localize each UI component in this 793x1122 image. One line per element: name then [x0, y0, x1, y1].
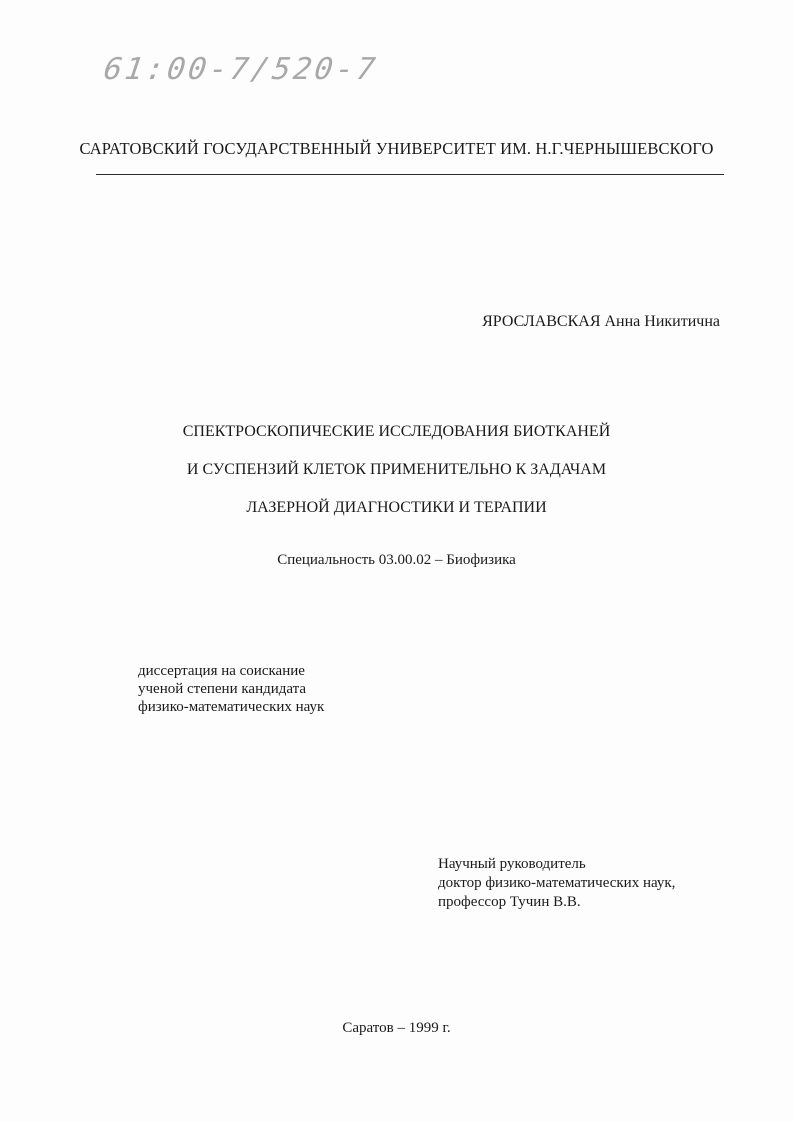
title-line: И СУСПЕНЗИЙ КЛЕТОК ПРИМЕНИТЕЛЬНО К ЗАДАЧАМ: [186, 461, 607, 478]
degree-line: физико-математических наук: [138, 699, 325, 715]
advisor-line: профессор Тучин В.В.: [438, 894, 581, 910]
advisor-line: доктор физико-математических наук,: [438, 875, 676, 891]
degree-line: диссертация на соискание: [138, 663, 305, 679]
archive-stamp: 61:00-7/520-7: [101, 52, 381, 87]
institution-name: САРАТОВСКИЙ ГОСУДАРСТВЕННЫЙ УНИВЕРСИТЕТ ИМ. Н.Г.ЧЕРНЫШЕВСКОГО: [79, 139, 714, 158]
scientific-advisor: [438, 855, 675, 912]
degree-statement: [138, 662, 324, 716]
dissertation-title: [0, 422, 793, 536]
title-line: СПЕКТРОСКОПИЧЕСКИЕ ИССЛЕДОВАНИЯ БИОТКАНЕЙ: [182, 423, 611, 440]
degree-line: ученой степени кандидата: [138, 681, 307, 697]
advisor-line: Научный руководитель: [438, 856, 586, 872]
specialty-line: Специальность 03.00.02 – Биофизика: [277, 552, 516, 568]
header-divider: [96, 174, 724, 175]
title-line: ЛАЗЕРНОЙ ДИАГНОСТИКИ И ТЕРАПИИ: [246, 499, 547, 516]
author-name: ЯРОСЛАВСКАЯ Анна Никитична: [482, 313, 720, 330]
city-year: Саратов – 1999 г.: [342, 1020, 451, 1036]
